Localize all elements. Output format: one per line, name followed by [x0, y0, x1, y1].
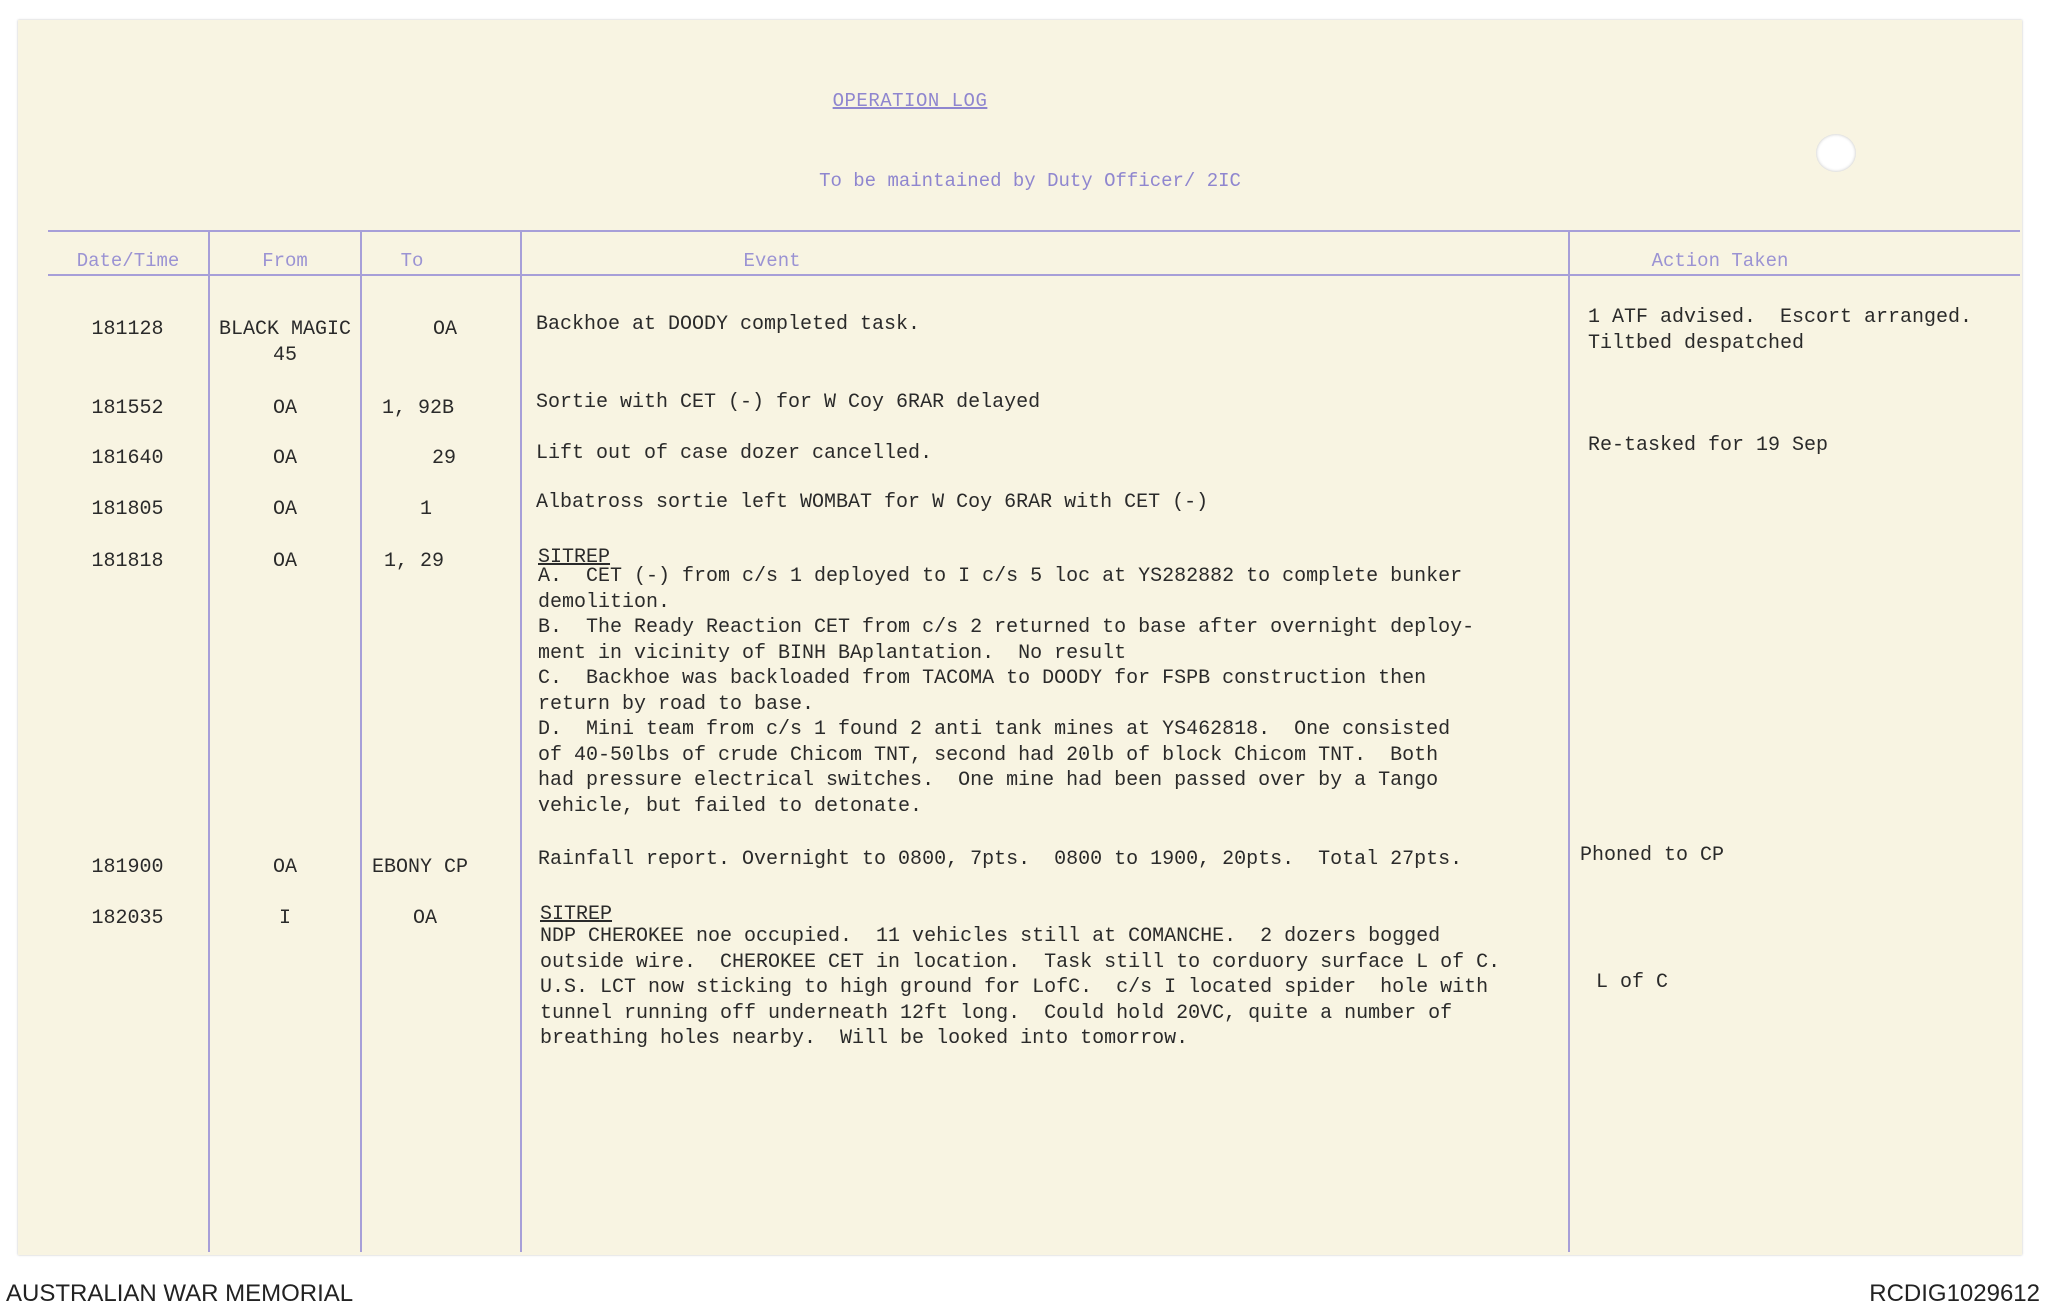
row-event: Sortie with CET (-) for W Coy 6RAR delayed	[536, 391, 1041, 414]
header-action: Action Taken	[1651, 250, 1789, 272]
row-to: 1, 29	[384, 550, 445, 573]
row-datetime: 181640	[91, 447, 164, 470]
footer-left: AUSTRALIAN WAR MEMORIAL	[6, 1280, 354, 1307]
header-to: To	[400, 250, 424, 272]
row-to: OA	[412, 907, 437, 930]
column-divider-3	[520, 230, 522, 1252]
row-datetime: 182035	[91, 907, 164, 930]
row-datetime: 181805	[91, 498, 164, 521]
header-bottom-rule	[48, 274, 2020, 276]
row-action: Phoned to CP	[1580, 844, 1725, 867]
row-datetime: 181818	[91, 550, 164, 573]
document-subtitle: To be maintained by Duty Officer/ 2IC	[819, 170, 1241, 192]
column-divider-1	[208, 230, 210, 1252]
row-from: I	[278, 907, 291, 930]
row-from: OA	[272, 550, 297, 573]
row-datetime: 181128	[91, 318, 164, 341]
row-action: Re-tasked for 19 Sep	[1588, 434, 1829, 457]
row-action: 1 ATF advised. Escort arranged. Tiltbed despatched	[1588, 306, 1973, 355]
row-from: BLACK MAGIC 45	[218, 318, 352, 367]
row-event: Rainfall report. Overnight to 0800, 7pts. 0800 to 1900, 20pts. Total 27pts.	[538, 848, 1463, 871]
column-divider-4	[1568, 230, 1570, 1252]
row-event: NDP CHEROKEE noe occupied. 11 vehicles still at COMANCHE. 2 dozers bogged outside wire. CHEROKEE CET in location. Task still to corduory surface L of C. U.S. LCT now sticking to high ground for LofC. c/s I located spider hole with tunnel running off underneath 12ft long. Could hold 20VC, quite a number of breathing holes nearby. Will be looked into tomorrow.	[540, 925, 1501, 1050]
row-to: 29	[432, 447, 457, 470]
footer-right: RCDIG1029612	[1869, 1280, 2040, 1307]
row-event-heading: SITREP	[540, 903, 613, 926]
row-to: 1, 92B	[382, 397, 455, 420]
row-to: EBONY CP	[372, 856, 469, 879]
punch-hole	[1816, 134, 1856, 172]
row-event: Albatross sortie left WOMBAT for W Coy 6RAR with CET (-)	[536, 491, 1209, 514]
column-divider-2	[360, 230, 362, 1252]
row-event: A. CET (-) from c/s 1 deployed to I c/s 5 loc at YS282882 to complete bunker demolition. B. The Ready Reaction CET from c/s 2 returned to base after overnight deploy- ment in vicinity of BINH BAplantation. No result C. Backhoe was backloaded from TACOMA to DOODY for FSPB construction then return by road to base. D. Mini team from c/s 1 found 2 anti tank mines at YS462818. One consisted of 40-50lbs of crude Chicom TNT, second had 20lb of block Chicom TNT. Both had pressure electrical switches. One mine had been passed over by a Tango vehicle, but failed to detonate.	[538, 565, 1475, 818]
header-from: From	[262, 250, 308, 272]
row-from: OA	[272, 856, 297, 879]
row-datetime: 181900	[91, 856, 164, 879]
row-to: 1	[420, 498, 433, 521]
row-to: OA	[432, 318, 457, 341]
row-from: OA	[272, 397, 297, 420]
row-event: Backhoe at DOODY completed task.	[536, 313, 921, 336]
row-event: Lift out of case dozer cancelled.	[536, 442, 933, 465]
header-top-rule	[48, 230, 2020, 232]
row-event-heading: SITREP	[538, 546, 611, 569]
document-title: OPERATION LOG	[832, 90, 988, 112]
row-datetime: 181552	[91, 397, 164, 420]
header-datetime: Date/Time	[76, 250, 180, 272]
row-action: L of C	[1596, 971, 1669, 994]
row-from: OA	[272, 498, 297, 521]
header-event: Event	[743, 250, 801, 272]
row-from: OA	[272, 447, 297, 470]
